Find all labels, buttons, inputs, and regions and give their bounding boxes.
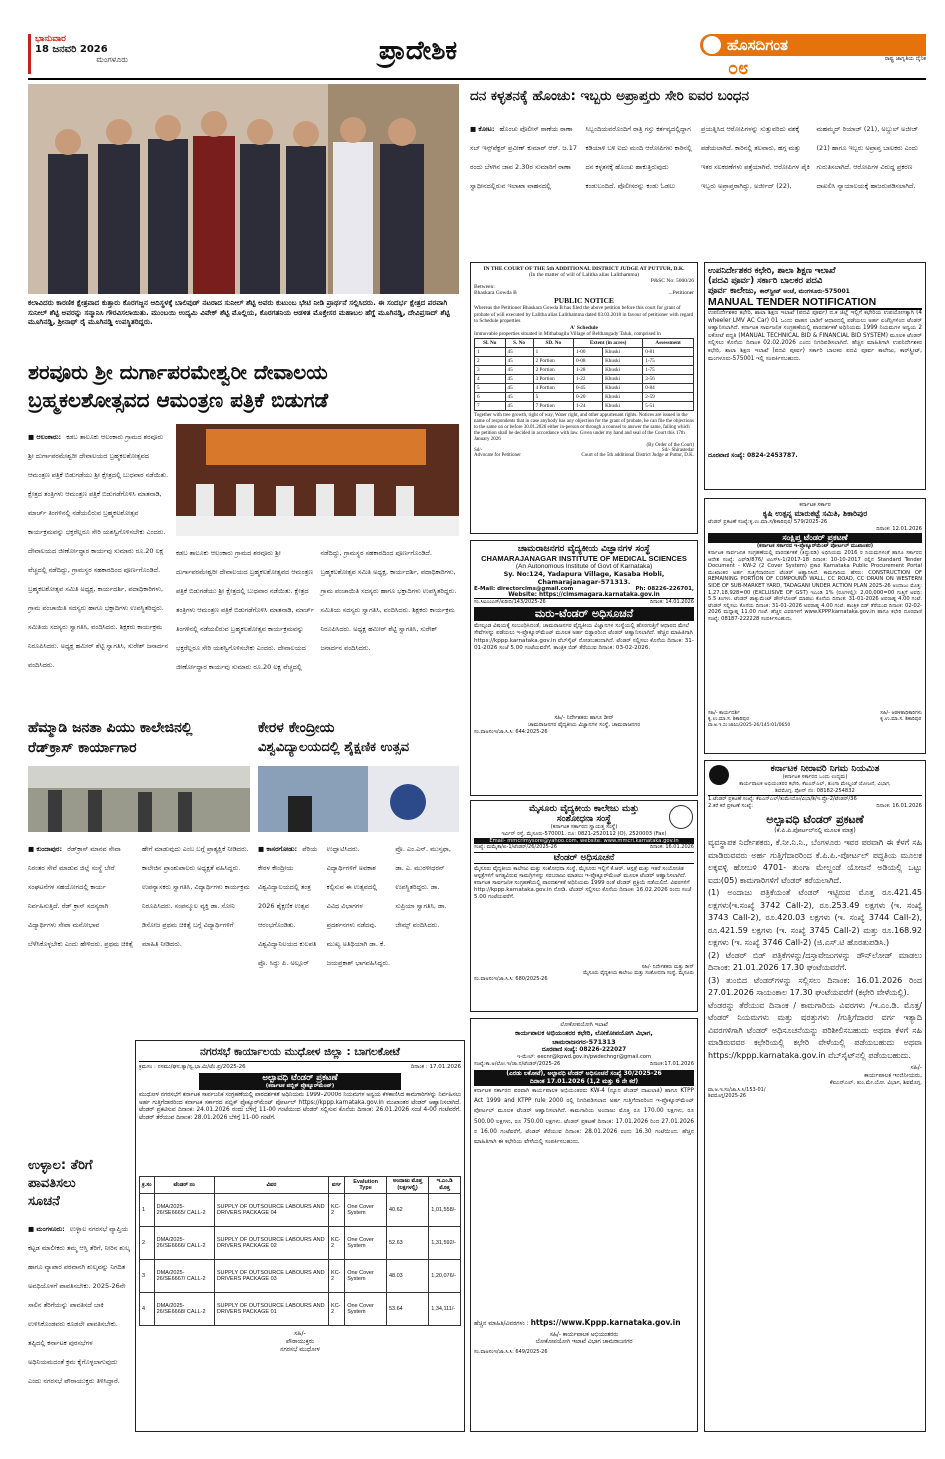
page-number: ೦೮: [728, 58, 749, 79]
cims-body: ಮೇಲ್ಕಂಡ ವಿಷಯಕ್ಕೆ ಸಂಬಂಧಿಸಿದಂತೆ, ಚಾಮರಾಜನಗರ ವೈದ್ಯಕೀಯ ವಿಜ್ಞಾನಗಳ ಸಂಸ್ಥೆಯಲ್ಲಿ ಹೊರಗುತ್ತಿಗೆ ಆಧಾರದ ಮೇಲೆ ಸೇವೆಗಳನ್ನು ಪಡೆಯಲು ಇ-ಪ್ರೊಕ್ಯೂರ್‌ಮೆಂಟ್ ಮೂಲಕ ಅರ್ಹ ಬಿಡ್ದಾರರಿಂದ ಟೆಂಡರ್ ಆಹ್ವಾನಿಸಲಾಗಿದೆ. ಹೆಚ್ಚಿನ ಮಾಹಿತಿಗಾಗಿ https://kppp.karnataka.gov.in ವೆಬ್‌ಸೈಟ್ ನೋಡಬಹುದಾಗಿದೆ. ಟೆಂಡರ್ ಸಲ್ಲಿಸಲು ಕೊನೆಯ ದಿನಾಂಕ: 31-01-2026 ಸಂಜೆ 5.00 ಗಂಟೆಯವರೆಗೆ. ತಾಂತ್ರಿಕ ಬಿಡ್ ತೆರೆಯುವ ದಿನಾಂಕ: 03-02-2026.: [474, 623, 694, 651]
mudhol-table-cell: 1,34,111/-: [429, 1293, 461, 1326]
apmc-sign-right2: ಕೃ.ಉ.ಮಾ.ಸ. ಶಿಕಾರಿಪುರ: [880, 716, 922, 722]
knnl-ref2: ವಾ.ಅ.ಇ.ಸಂ/ಜಾ.ಸಿ.ಸಿ/153-01/: [708, 1087, 766, 1093]
court-table-row: [475, 347, 694, 356]
court-matter: (In the matter of will of Lalitha alias Lalithamma): [529, 272, 639, 278]
college-phone: ದೂರವಾಣಿ ಸಂಖ್ಯೆ: 0824-2453787.: [708, 452, 798, 459]
story5-body-wrap: [28, 1216, 130, 1436]
story4-body: ಪೆರಿಯ ಕೇರಳ ಕೇಂದ್ರೀಯ ವಿಶ್ವವಿದ್ಯಾಲಯದಲ್ಲಿ ತಂತ್ರ 2026 ಶೈಕ್ಷಣಿಕ ಉತ್ಸವ ಆರಂಭಗೊಂಡಿತು. ವಿಶ್ವವಿದ್ಯಾನಿಲಯದ ಕುಲಪತಿ ಪ್ರೊ. ಸಿದ್ದು ಪಿ. ಅಲ್ಗೂರ್ ಉದ್ಘಾಟಿಸಿದರು. ವಿದ್ಯಾರ್ಥಿಗಳಿಗೆ ಅವಕಾಶ ಕಲ್ಪಿಸುವ ಈ ಉತ್ಸವದಲ್ಲಿ ವಿವಿಧ ವಿಭಾಗಗಳ ಪ್ರದರ್ಶನಗಳು ನಡೆದವು. ಮುಖ್ಯ ಅತಿಥಿಯಾಗಿ ಡಾ. ಕೆ. ಜಯಪ್ರಕಾಶ್ ಭಾಗವಹಿಸಿದ್ದರು. ಪ್ರೊ. ಎಂ.ಎನ್. ಮುಸ್ತಫಾ, ಡಾ. ಎ. ಮುರಳೀಧರನ್ ಉಪಸ್ಥಿತರಿದ್ದರು. ಡಾ. ಸುಪ್ರಿಯಾ ಸ್ವಾಗತಿಸಿ, ಡಾ. ಜೇಮ್ಸ್ ವಂದಿಸಿದರು.: [258, 845, 451, 967]
mudhol-notice: [135, 1040, 465, 1432]
knnl-ref: 1.ಟೆಂಡರ್ ಪ್ರಕಟಣೆ ಸಂಖ್ಯೆ: ಕೆಐಎನ್‌ಎಲ್/ತುಮೇಯೋ/ವಿಭಾ/ಶಿ/ಇ.ಪ್ರೊ-2/ಟೆಂಡರ್/36: [708, 796, 857, 802]
knnl-sign1: ಸಹಿ/-: [910, 1064, 922, 1071]
court-order: (By Order of the Court): [646, 442, 694, 448]
mudhol-table-cell: 3: [140, 1260, 155, 1293]
court-table-cell: 5-51: [643, 401, 694, 410]
story4-body-wrap: [258, 836, 459, 1032]
court-table-cell: 2 Portion: [533, 356, 573, 365]
court-table-cell: 45: [505, 374, 533, 383]
mudhol-table-cell: DMA/2025-26/SE6666/ CALL-2: [154, 1227, 214, 1260]
mmc-ref2: ಸಂ.ವಾಅಸಂಇ/ಜಾ.ಸಿ.ಸಿ: 680/2025-26: [474, 976, 548, 982]
mudhol-table-cell: DMA/2025-26/SE6667/ CALL-2: [154, 1260, 214, 1293]
kpwd-band2: ದಿನಾಂಕ 17.01.2026 (1,2 ಮತ್ತು 6 ನೇ ಕರೆ): [474, 1078, 694, 1086]
mudhol-table-cell: One Cover System: [345, 1194, 387, 1227]
court-table-cell: 1-75: [643, 356, 694, 365]
story1-dateline: ■ ಕೋಟ:: [470, 125, 495, 133]
brand-badge: [700, 34, 926, 56]
mudhol-table-row: [140, 1194, 461, 1227]
apmc-gov: ಕರ್ನಾಟಕ ಸರ್ಕಾರ: [799, 502, 831, 508]
mudhol-table-cell: SUPPLY OF OUTSOURCE LABOURS AND DRIVERS PACKAGE 02: [214, 1227, 328, 1260]
court-table-row: [475, 392, 694, 401]
mudhol-band: ಅಲ್ಪಾವಧಿ ಟೆಂಡರ್ ಪ್ರಕಟಣೆ: [199, 1073, 401, 1083]
knnl-notice: [704, 760, 926, 1432]
mudhol-table-cell: 1,20,076/-: [429, 1260, 461, 1293]
story4-dateline: ■ ಕಾಸರಗೋಡು:: [258, 845, 298, 853]
knnl-ref3: ಶಿವಮೊಗ್ಗ/2025-26: [708, 1093, 747, 1099]
court-table-cell: 1-00: [573, 347, 602, 356]
court-table-cell: 1-24: [573, 401, 602, 410]
apmc-sign-left1: ಸಹಿ/- ಕಾರ್ಯದರ್ಶಿ: [708, 710, 740, 716]
court-schedule-sub: Immovable properties situated in Mithabagilu Village of Belthangady Taluk, comprised in: [474, 330, 661, 337]
apmc-sign-right1: ಸಹಿ/- ಆಡಳಿತಾಧಿಕಾರಿಗಳು: [880, 710, 922, 716]
court-footer: Together with tree growth, right of way, Water right, and other appurtenant rights. Notices are issued in the name of respondents that in case anybody has any objection for the grant of probate, he can file the objections to the same on or before 30.01.2026 either in-person or through a counsel to answer the same, failing which the petition shall be decided in accordance with law. Given under my hand and seal of the Court this 17th January 2026: [474, 412, 694, 442]
photo-university-fest: [258, 766, 459, 832]
mudhol-sign1: ಸಹಿ/-: [294, 1330, 306, 1337]
masthead: [28, 34, 926, 79]
city-label: ಮಂಗಳೂರು: [96, 55, 128, 64]
knnl-sign2: ಕಾರ್ಯಪಾಲಕ ಇಂಜಿನೀಯರು,: [864, 1072, 922, 1079]
court-table-cell: 2: [475, 356, 506, 365]
photo-temple-event: [176, 424, 459, 536]
court-table-cell: Khuski: [603, 365, 643, 374]
kpwd-notice: [470, 1018, 698, 1432]
court-table-cell: 3: [475, 365, 506, 374]
mcol-3: ವಿವರ: [214, 1177, 328, 1194]
court-table-cell: 2 Portion: [533, 365, 573, 374]
knnl-body5: ಟೆಂಡರನ್ನು ತೆರೆಯುವ ದಿನಾಂಕ / ಕಾಮಗಾರಿಯ ವಿವರಗಳು /ಇ.ಎಂ.ಡಿ. ಮೊತ್ತ/ ಟೆಂಡರ್ ನಿಯಮಗಳು ಮತ್ತು ಷರತ್ತುಗಳು /ಗುತ್ತಿಗೆದಾರರ ವರ್ಗ ಇತ್ಯಾದಿ ವಿವರಗಳಿಗಾಗಿ ಟೆಂಡರ್ ಅಧಿಸೂಚನೆಯನ್ನು ಪರಿಶೀಲಿಸಬಹುದು ಅಥವಾ ಕೆಳಗೆ ಸಹಿ ಮಾಡಿರುವವರ ಕಛೇರಿಯಲ್ಲಿ ಕಛೇರಿ ವೇಳೆಯಲ್ಲಿ ಪಡೆಯಬಹುದು ಅಥವಾ https://kppp.karnataka.gov.in ವೆಬ್‌ಸೈಟ್‌ನಲ್ಲಿ ಪಡೆಯಬಹುದು.: [708, 1000, 922, 1060]
mcol-2: ಟೆಂಡರ್ ನಂ: [154, 1177, 214, 1194]
story4-title-2: ವಿಶ್ವವಿದ್ಯಾಲಯದಲ್ಲಿ ಶೈಕ್ಷಣಿಕ ಉತ್ಸವ: [258, 740, 410, 755]
mcol-6: ಅಂದಾಜು ಮೊತ್ತ (ಲಕ್ಷಗಳಲ್ಲಿ): [386, 1177, 428, 1194]
mudhol-table-cell: One Cover System: [345, 1293, 387, 1326]
photo-celebrity-visit: [28, 84, 459, 294]
story5-title-1: ಉಳ್ಳಾಲ: ತೆರಿಗೆ: [28, 1158, 93, 1173]
header-rule: [28, 78, 926, 80]
story2-title-1: ಶರವೂರು ಶ್ರೀ ದುರ್ಗಾಪರಮೇಶ್ವರೀ ದೇವಾಲಯ: [28, 360, 328, 384]
mmc-date: ದಿನಾಂಕ: 16.01.2026: [649, 844, 694, 850]
knnl-ref-b: 2.ಕರೆ ಕರೆ ಪ್ರಕಟಣೆ ಸಂಖ್ಯೆ:: [708, 803, 754, 809]
cims-sign1: ಸಹಿ/- ನಿರ್ದೇಶಕರು ಹಾಗೂ ಡೀನ್: [554, 715, 614, 721]
college-title-3: ಪೂರ್ವ ಕಾಲೇಜು,: [708, 286, 757, 296]
court-table-cell: 2-59: [643, 392, 694, 401]
apmc-title: ಕೃಷಿ ಉತ್ಪನ್ನ ಮಾರುಕಟ್ಟೆ ಸಮಿತಿ, ಶಿಕಾರಿಪುರ: [762, 509, 868, 518]
kpwd-title2: ಚಾಮರಾಜನಗರ-571313: [552, 1038, 616, 1046]
court-table-cell: 7: [475, 401, 506, 410]
brand-tagline: ರಾಷ್ಟ್ರ ಜಾಗೃತಿಯ ದೈನಿಕ: [884, 56, 926, 62]
mudhol-sign2: ಪೌರಾಯುಕ್ತರು: [286, 1338, 314, 1345]
story2-title-2: ಬ್ರಹ್ಮಕಲಶೋತ್ಸವದ ಆಮಂತ್ರಣ ಪತ್ರಿಕೆ ಬಿಡುಗಡೆ: [28, 388, 329, 412]
mudhol-ref: ಕ್ರಮಸಂ : ನಸಮು/ಘನ.ತ್ಯಾ/ಸ್ವ.ಭಾ.ಮಿ/ಟೆಂ.ಪ್ರ/2025-26: [139, 1064, 246, 1070]
court-sd-right2: Court of the 5th additional District Judge at Puttur, D.K.: [581, 452, 694, 458]
story1-title: ದನ ಕಳ್ಳತನಕ್ಕೆ ಹೊಂಚು: ಇಬ್ಬರು ಅಪ್ರಾಪ್ತರು ಸೇರಿ ಐವರ ಬಂಧನ: [470, 88, 749, 104]
court-case-no: P&SC No: 5000/26: [650, 278, 694, 284]
court-schedule-table: [474, 338, 694, 411]
knnl-ref-c: ದಿನಾಂಕ: 16.01.2026: [876, 803, 922, 809]
apmc-sign-left2: ಕೃ.ಉ.ಮಾ.ಸ. ಶಿಕಾರಿಪುರ: [708, 716, 750, 722]
court-table-cell: 4: [475, 374, 506, 383]
mmc-email: Email- mmcrimysore@yahoo.com, website: www.mmcri.karnataka.gov.in: [474, 838, 694, 844]
kpwd-email: ಇ-ಮೇಲ್: eecnr@kpwd.gov.in/pwdechngr@gmail.com: [516, 1054, 652, 1060]
cims-title-kn: ಚಾಮರಾಜನಗರ ವೈದ್ಯಕೀಯ ವಿಜ್ಞಾನಗಳ ಸಂಸ್ಥೆ: [517, 544, 651, 554]
court-table-cell: 0-45: [573, 383, 602, 392]
mmc-ref: ಸಂಖ್ಯೆ: ಮಮೈಕಾ/ಖ-1/ಟೆಂಡರ್/26/2025-26: [474, 844, 557, 850]
cims-email: E-Mail: directorcims@gmail.com: [474, 586, 574, 592]
mudhol-table-cell: DMA/2025-26/SE6665/ CALL-2: [154, 1194, 214, 1227]
mudhol-table-cell: SUPPLY OF OUTSOURCE LABOURS AND DRIVERS PACKAGE 01: [214, 1293, 328, 1326]
court-table-cell: 7 Portion: [533, 401, 573, 410]
mudhol-table-row: [140, 1293, 461, 1326]
story1-body-wrap: [470, 116, 926, 254]
court-table-cell: Khuski: [603, 383, 643, 392]
kpwd-body: ಕರ್ನಾಟಕ ಸರ್ಕಾರದ ಪರವಾಗಿ ಕಾರ್ಯಪಾಲಕ ಅಭಿಯಂತರರು KW-4 (ನ್ಯೂನ ಟೆಂಡರ್ ದಾಖಲಾತಿ) ಹಾಗೂ KTPP Act 1999 and KTPP rule 2000 ರಲ್ಲಿ ನಿಗದಿಪಡಿಸಲಾದ ಅರ್ಹ ಗುತ್ತಿಗೆದಾರರಿಂದ ಇ-ಪ್ರೊಕ್ಯೂರ್‌ಮೆಂಟ್ ಪೋರ್ಟಲ್ ಮೂಲಕ ಟೆಂಡರ್ ಆಹ್ವಾನಿಸಲಾಗಿದೆ. ಕಾಮಗಾರಿಯ ಅಂದಾಜು ಮೊತ್ತ ರೂ 170.00 ಲಕ್ಷಗಳು, ರೂ 500.00 ಲಕ್ಷಗಳು, ರೂ 750.00 ಲಕ್ಷಗಳು. ಟೆಂಡರ್ ಪ್ರಕಟಣೆ ದಿನಾಂಕ: 17.01.2026 ರಿಂದ 27.01.2026 ರ 16.00 ಗಂಟೆವರೆಗೆ, ಟೆಂಡರ್ ತೆರೆಯುವ ದಿನಾಂಕ: 28.01.2026 ರಂದು 16.30 ಗಂಟೆಯಿಂದ. ಹೆಚ್ಚಿನ ಮಾಹಿತಿಗಾಗಿ ಈ ಕಛೇರಿಯ ವೇಳೆಯಲ್ಲಿ ಸಂಪರ್ಕಿಸಬಹುದು.: [474, 1088, 694, 1146]
court-table-cell: Khuski: [603, 356, 643, 365]
lotus-icon: [703, 36, 721, 54]
cims-phone: Ph: 08226-226701,: [635, 586, 694, 592]
story3-body-wrap: [28, 836, 250, 1032]
knnl-sign3: ಕೆಐಎನ್‌ಎಲ್, ತುಂ.ಮೇ.ಯೋ. ವಿಭಾಗ, ಶಿವಮೊಗ್ಗ.: [829, 1080, 922, 1086]
col-sl: Sl. No: [475, 338, 506, 347]
mudhol-table-cell: DMA/2025-26/SE6668/ CALL-2: [154, 1293, 214, 1326]
court-table-cell: 1-75: [643, 365, 694, 374]
story3-dateline: ■ ಕುಂದಾಪುರ:: [28, 845, 63, 853]
apmc-notice: [704, 498, 926, 754]
mudhol-sign3: ನಗರಸಭೆ ಮುಧೋಳ: [280, 1346, 320, 1353]
court-between: Between:: [474, 284, 495, 290]
mudhol-table-cell: 52.63: [386, 1227, 428, 1260]
kpwd-ref-row: [474, 1061, 694, 1068]
mudhol-table-header: [140, 1177, 461, 1194]
knnl-band: ಅಲ್ಪಾವಧಿ ಟೆಂಡರ್ ಪ್ರಕಟಣೆ: [766, 813, 864, 826]
knnl-band-sub: (ಕೆ.ಪಿ.ಪಿ.ಪೋರ್ಟಲ್‌ನಲ್ಲಿ ಮೂಲಕ ಮಾತ್ರ): [774, 827, 856, 834]
mmc-logo-icon: [669, 805, 693, 829]
court-notice-title: PUBLIC NOTICE: [554, 296, 614, 305]
mudhol-table-cell: One Cover System: [345, 1227, 387, 1260]
court-table-cell: 3-56: [643, 374, 694, 383]
story2-body-cont: ಕಡಬ ತಾಲೂಕು ಆಲಂಕಾರು ಗ್ರಾಮದ ಶರವೂರು ಶ್ರೀ ದುರ್ಗಾಪರಮೇಶ್ವರೀ ದೇವಾಲಯದ ಬ್ರಹ್ಮಕಲಶೋತ್ಸವದ ಆಮಂತ್ರಣ ಪತ್ರಿಕೆ ಬಿಡುಗಡೆಯು ಶ್ರೀ ಕ್ಷೇತ್ರದಲ್ಲಿ ಬುಧವಾರ ನಡೆಯಿತು. ಕ್ಷೇತ್ರದ ತಂತ್ರಿಗಳು ಆಮಂತ್ರಣ ಪತ್ರಿಕೆ ಬಿಡುಗಡೆಗೊಳಿಸಿ ಮಾತನಾಡಿ, ಮಾರ್ಚ್ ತಿಂಗಳಿನಲ್ಲಿ ನಡೆಯಲಿರುವ ಬ್ರಹ್ಮಕಲಶೋತ್ಸವ ಕಾರ್ಯಕ್ರಮವನ್ನು ಭಕ್ತರೆಲ್ಲರೂ ಸೇರಿ ಯಶಸ್ವಿಗೊಳಿಸಬೇಕು ಎಂದರು. ದೇವಾಲಯದ ಜೀರ್ಣೋದ್ಧಾರ ಕಾರ್ಯವು ಸುಮಾರು ರೂ.20 ಲಕ್ಷ ವೆಚ್ಚದಲ್ಲಿ ನಡೆದಿದ್ದು, ಗ್ರಾಮಸ್ಥರ ಸಹಕಾರದಿಂದ ಪೂರ್ಣಗೊಂಡಿದೆ. ಬ್ರಹ್ಮಕಲಶೋತ್ಸವ ಸಮಿತಿ ಅಧ್ಯಕ್ಷ, ಕಾರ್ಯದರ್ಶಿ, ಪದಾಧಿಕಾರಿಗಳು, ಗ್ರಾಮ ಪಂಚಾಯಿತಿ ಸದಸ್ಯರು ಹಾಗೂ ಭಕ್ತಾದಿಗಳು ಉಪಸ್ಥಿತರಿದ್ದರು. ಸಮಿತಿಯ ಸದಸ್ಯರು ಸ್ವಾಗತಿಸಿ, ವಂದಿಸಿದರು. ಶಿಕ್ಷಕರು ಕಾರ್ಯಕ್ರಮ ನಿರೂಪಿಸಿದರು. ಅಧ್ಯಕ್ಷ ಹಮೀರ್ ಶೆಟ್ಟಿ ಸ್ವಾಗತಿಸಿ, ಸುರೇಶ್ ಜನಾರ್ದನ ವಂದಿಸಿದರು.: [176, 549, 457, 671]
court-table-header: [475, 338, 694, 347]
story3-title-1: ಹೆಮ್ಮಾಡಿ ಜನತಾ ಪಿಯು ಕಾಲೇಜಿನಲ್ಲಿ: [28, 720, 193, 736]
mudhol-body: ಮುಧೋಳ ನಗರಸಭೆಗೆ ಕರ್ನಾಟಕ ಸಾರ್ವಜನಿಕ ಸಂಗ್ರಹಣೆಯಲ್ಲಿ ಪಾರದರ್ಶಕತೆ ಅಧಿನಿಯಮ 1999–2000ರ ನಿಯಮಗಳ ಅನ್ವಯ ಕೆಳಕಾಣಿಸಿದ ಕಾಮಗಾರಿಗಳನ್ನು ನಿರ್ವಹಿಸಲು ಅರ್ಹ ಗುತ್ತಿಗೆದಾರರಿಂದ ಕರ್ನಾಟಕ ಸರ್ಕಾರದ ಪಬ್ಲಿಕ್ ಪ್ರೊಕ್ಯೂರ್‌ಮೆಂಟ್ ಪೋರ್ಟಲ್ https://kppp.karnataka.gov.in ಮುಖಾಂತರ ಟೆಂಡರ್ ಆಹ್ವಾನಿಸಲಾಗಿದೆ. ಟೆಂಡರ್ ಪ್ರಕಟಿಸುವ ದಿನಾಂಕ: 24.01.2026 ರಂದು ಬೆಳಿಗ್ಗೆ 11-00 ಗಂಟೆಯಿಂದ ಟೆಂಡರ್ ಸಲ್ಲಿಸುವ ಕೊನೆಯ ದಿನಾಂಕ: 26.01.2026 ಸಂಜೆ 4-00 ಗಂಟೆವರೆಗೆ. ಟೆಂಡರ್ ತೆರೆಯುವ ದಿನಾಂಕ: 28.01.2026 ಬೆಳಿಗ್ಗೆ 11-00 ಗಂಟೆಗೆ.: [139, 1092, 461, 1121]
kpwd-ref: ಸಂಖ್ಯೆ:ಕಾ.ಅ/ಲೋ.ಇ/ಚಾ.ನ/ಟೆಂಡರ್/2025-26: [474, 1061, 561, 1067]
kpwd-phone: ದೂರವಾಣಿ ಸಂಖ್ಯೆ: 08226-222027: [541, 1047, 627, 1053]
mcol-4: ವರ್ಗ: [329, 1177, 345, 1194]
cims-title-en: CHAMARAJANAGAR INSTITUTE OF MEDICAL SCIENCES: [481, 554, 687, 563]
court-table-cell: 5: [533, 392, 573, 401]
mudhol-table-cell: 53.64: [386, 1293, 428, 1326]
court-sd-right: Sd/- Shirastedar: [661, 447, 694, 453]
court-table-cell: 45: [505, 392, 533, 401]
court-table-row: [475, 365, 694, 374]
kpwd-web-link[interactable]: https://www.Kppp.karnataka.gov.in: [530, 1318, 681, 1327]
mudhol-table-cell: 4: [140, 1293, 155, 1326]
college-title-1: ಉಪನಿರ್ದೇಶಕರ ಕಛೇರಿ, ಶಾಲಾ ಶಿಕ್ಷಣ ಇಲಾಖೆ: [708, 266, 836, 276]
mmc-title-1: ಮೈಸೂರು ವೈದ್ಯಕೀಯ ಕಾಲೇಜು ಮತ್ತು: [529, 804, 639, 814]
knnl-body2: (1) ಅಂದಾಜು ಪತ್ರಿಕೆಯಂತೆ ಟೆಂಡರ್ ಇಟ್ಟಿರುವ ಮೊತ್ತ ರೂ.421.45 ಲಕ್ಷಗಳು(ಇ.ಸಂಖ್ಯೆ 3742 Call-2), ರೂ.253.49 ಲಕ್ಷಗಳು (ಇ. ಸಂಖ್ಯೆ 3743 Call-2), ರೂ.420.03 ಲಕ್ಷಗಳು (ಇ. ಸಂಖ್ಯೆ 3744 Call-2), ರೂ.421.59 ಲಕ್ಷಗಳು (ಇ. ಸಂಖ್ಯೆ 3745 Call-2) ಮತ್ತು ರೂ.168.92 ಲಕ್ಷಗಳು (ಇ. ಸಂಖ್ಯೆ 3746 Call-2) (ಜಿ.ಎಸ್.ಟಿ ಹೊರತುಪಡಿಸಿ.): [708, 888, 922, 947]
court-sd-left: Sd/-: [474, 447, 483, 453]
mcol-1: ಕ್ರ.ಸಂ: [140, 1177, 155, 1194]
cims-band: ಮರು-ಟೆಂಡರ್ ಅಧಿಸೂಚನೆ: [474, 607, 694, 621]
court-table-cell: 6: [475, 392, 506, 401]
college-notice-title: MANUAL TENDER NOTIFICATION: [708, 296, 922, 310]
group-photo-figures: [28, 84, 459, 294]
court-table-cell: Khuski: [603, 347, 643, 356]
mudhol-table-cell: 1,01,558/-: [429, 1194, 461, 1227]
court-table-row: [475, 383, 694, 392]
story1-body: ಹೊಂಚು ಪೊಲೀಸ್ ಠಾಣೆಯ ಠಾಣಾ ಸಬ್ ಇನ್ಸ್‌ಪೆಕ್ಟರ್ ಪ್ರವೀಣ್ ಕುಮಾರ್ ಆರ್. ಜ.17 ರಂದು ಬೆಳಗಿನ ಜಾವ 2.30ರ ಸುಮಾರಿಗೆ ಠಾಣಾ ಸ್ವಾಧೀನದಲ್ಲಿರುವ ಇಲಾಖಾ ವಾಹನದಲ್ಲಿ ಸಿಬ್ಬಂದಿಯವರೊಂದಿಗೆ ರಾತ್ರಿ ಗಸ್ತು ಕರ್ತವ್ಯದಲ್ಲಿದ್ದಾಗ ಕಡಿಯಾಳಿ ಬಳಿ ಐದು ಮಂದಿ ಆರೋಪಿಗಳು ಕಾರಿನಲ್ಲಿ ದನ ಕಳ್ಳತನಕ್ಕೆ ಹೊಂಚು ಹಾಕುತ್ತಿರುವುದು ಕಂಡುಬಂದಿದೆ. ಪೊಲೀಸರನ್ನು ಕಂಡು ಓಡಲು ಪ್ರಯತ್ನಿಸಿದ ಆರೋಪಿಗಳನ್ನು ಸುತ್ತುವರಿದು ವಶಕ್ಕೆ ಪಡೆಯಲಾಗಿದೆ. ಕಾರಿನಲ್ಲಿ ತಲವಾರು, ಹಗ್ಗ ಮತ್ತು ಇತರ ಸಲಕರಣೆಗಳು ಪತ್ತೆಯಾಗಿವೆ. ಆರೋಪಿಗಳ ಪೈಕಿ ಇಬ್ಬರು ಅಪ್ರಾಪ್ತರಾಗಿದ್ದು, ಅರ್ಜೀದ್ (22), ಮಹಮ್ಮದ್ ರಿಯಾಜ್ (21), ಅಬ್ದುಲ್ ಅಜೀಜ್ (21) ಹಾಗೂ ಇಬ್ಬರು ಅಪ್ರಾಪ್ತ ಬಾಲಕರು ಎಂದು ಗುರುತಿಸಲಾಗಿದೆ. ಆರೋಪಿಗಳ ವಿರುದ್ಧ ಪ್ರಕರಣ ದಾಖಲಿಸಿ ನ್ಯಾಯಾಲಯಕ್ಕೆ ಹಾಜರುಪಡಿಸಲಾಗಿದೆ.: [470, 125, 919, 190]
mudhol-table-cell: 40.62: [386, 1194, 428, 1227]
mcol-7: ಇ.ಎಂ.ಡಿ ಮೊತ್ತ: [429, 1177, 461, 1194]
mmc-band: ಟೆಂಡರ್ ಅಧಿಸೂಚನೆ: [474, 852, 694, 864]
date-block: [28, 34, 128, 74]
kpwd-sign2: ಲೋಕೋಪಯೋಗಿ ಇಲಾಖೆ ವಿಭಾಗ ಚಾಮರಾಜನಗರ: [535, 1339, 633, 1345]
cims-ref-row: [474, 599, 694, 605]
story3-body: ರೆಡ್‌ಕ್ರಾಸ್ ಮಾನವ ಸೇವಾ ನಿರಂತರ ಸೇವೆ ಮಾಡುವ ಜಿಲ್ಲೆ ಸಂಸ್ಥೆ ಬೇರೆ ಸಂಘಟನೆಗಳ ಸಹಯೋಗದಲ್ಲಿ ಕಾರ್ಯ ನಿರ್ವಹಿಸುತ್ತಿದೆ. ರೆಡ್ ಕ್ರಾಸ್ ಸದಸ್ಯರಾಗಿ ವಿದ್ಯಾರ್ಥಿಗಳು ಸೇವಾ ಮನೋಭಾವ ಬೆಳೆಸಿಕೊಳ್ಳಬೇಕು ಎಂದು ಹೇಳಿದರು. ಪ್ರಥಮ ಚಿಕಿತ್ಸೆ ಹೇಗೆ ಮಾಡುವುದು ಎಂಬ ಬಗ್ಗೆ ಪ್ರಾತ್ಯಕ್ಷಿಕೆ ನೀಡಿದರು. ಕಾಲೇಜಿನ ಪ್ರಾಂಶುಪಾಲರು ಅಧ್ಯಕ್ಷತೆ ವಹಿಸಿದ್ದರು. ಉಪನ್ಯಾಸಕರು ಸ್ವಾಗತಿಸಿ, ವಿದ್ಯಾರ್ಥಿಗಳು ಕಾರ್ಯಕ್ರಮ ನಿರೂಪಿಸಿದರು. ಸಂಪನ್ಮೂಲ ವ್ಯಕ್ತಿ ಡಾ. ಸೋನಿ ಡಿಸೋಜ ಪ್ರಥಮ ಚಿಕಿತ್ಸೆ ಬಗ್ಗೆ ವಿದ್ಯಾರ್ಥಿಗಳಿಗೆ ಮಾಹಿತಿ ನೀಡಿದರು.: [28, 845, 250, 948]
classroom-photo: [28, 766, 250, 832]
podium-photo: [258, 766, 459, 832]
story5-title-2: ಪಾವತಿಸಲು: [28, 1176, 76, 1191]
mudhol-ref-row: [139, 1064, 461, 1071]
apmc-body: ಕರ್ನಾಟಕ ಸಾರ್ವಜನಿಕ ಸಂಗ್ರಹಣೆಯಲ್ಲಿ ಪಾರದರ್ಶಕತೆ (ತಿದ್ದುಪಡಿ) ಅಧಿನಿಯಮ 2016 ರ ನಿಯಮಗಳಂತೆ ಹಾಗೂ ಸರ್ಕಾರದ ಆದೇಶ ಸಂಖ್ಯೆ: ಎಫ್‌ಡಿ/876/ ಟಿಎಸ್‌ಸಿ-1/2017-18 ದಿನಾಂಕ: 10-10-2017 ರಲ್ಲಿನ Standard Tender Document - KW-2 (2 Cover System) ಪ್ರಕಾರ Karnataka Public Procurement Portal ಮುಖಾಂತರ ಅರ್ಹ ಗುತ್ತಿಗೆದಾರರಿಂದ ಟೆಂಡರ್ ಆಹ್ವಾನಿಸಿದೆ. ಕಾಮಗಾರಿಯ ಹೆಸರು: CONSTRUCTION OF REMAINING PORTION OF COMPOUND WALL, CC ROAD, CC DRAIN ON WESTERN SIDE OF SUB-MARKET YARD, TADAGANI UNDER ACTION PLAN 2025-26 ಅಂದಾಜು ಮೊತ್ತ: 1,27,18,928=00 (EXCLUSIVE OF GST) ಇಎಂಡಿ 1% (ರೂಗಳಲ್ಲಿ): 2,00,000=00 ಗುತ್ತಿಗೆ ಅವಧಿ: 5.5 ತಿಂಗಳು. ಟೆಂಡರ್ ಡಾಕ್ಯುಮೆಂಟ್ ಡೌನ್‌ಲೋಡ್ ಮಾಡಲು ಕೊನೆಯ ದಿನಾಂಕ: 31-01-2026 ಅಪರಾಹ್ನ 4.00 ಗಂಟೆ. ಟೆಂಡರ್ ಸಲ್ಲಿಸಲು ಕೊನೆಯ ದಿನಾಂಕ: 31-01-2026 ಅಪರಾಹ್ನ 4.00 ಗಂಟೆ. ತಾಂತ್ರಿಕ ಬಿಡ್ ತೆರೆಯುವ ದಿನಾಂಕ: 02-02-2026 ಮಧ್ಯಾಹ್ನ 11.00 ಗಂಟೆ. ಹೆಚ್ಚಿನ ವಿವರಗಳಿಗೆ www.KPPP.karnataka.gov.in ಹಾಗೂ ಕಛೇರಿ ದೂರವಾಣಿ ಸಂಖ್ಯೆ: 08187-222228 ಸಂಪರ್ಕಿಸಬಹುದು.: [708, 550, 922, 622]
story5-body: ಉಳ್ಳಾಲ ನಗರಸಭೆ ವ್ಯಾಪ್ತಿಯ ಕಟ್ಟಡ ಮಾಲೀಕರು ತಮ್ಮ ಆಸ್ತಿ ತೆರಿಗೆ, ನೀರಿನ ಶುಲ್ಕ ಹಾಗೂ ವ್ಯಾಪಾರ ಪರವಾನಗಿ ಶುಲ್ಕವನ್ನು ನಿಗದಿತ ಅವಧಿಯೊಳಗೆ ಪಾವತಿಸಬೇಕು. 2025-26ನೇ ಸಾಲಿನ ತೆರಿಗೆಯನ್ನು ಪಾವತಿಸದೆ ಬಾಕಿ ಉಳಿಸಿಕೊಂಡವರು ಕೂಡಲೇ ಪಾವತಿಸಬೇಕು. ತಪ್ಪಿದಲ್ಲಿ ಕರ್ನಾಟಕ ಪುರಸಭೆಗಳ ಅಧಿನಿಯಮದಂತೆ ಕ್ರಮ ಕೈಗೊಳ್ಳಲಾಗುವುದು ಎಂದು ನಗರಸಭೆ ಪೌರಾಯುಕ್ತರು ತಿಳಿಸಿದ್ದಾರೆ.: [28, 1225, 130, 1385]
mudhol-table-cell: KC-2: [329, 1227, 345, 1260]
court-advocate: Advocate for Petitioner: [474, 452, 521, 458]
apmc-signs: [708, 710, 922, 722]
story5-dateline: ■ ಮಂಗಳೂರು:: [28, 1225, 65, 1233]
cims-web: Website: https://cimsmagara.karnataka.gov.in: [474, 592, 694, 599]
apmc-date: ದಿನಾಂಕ: 12.01.2026: [876, 526, 922, 532]
story2-col2: [176, 540, 459, 714]
mmc-sub: (ಕರ್ನಾಟಕ ಸರ್ಕಾರದ ಸ್ವಾಯತ್ತ ಸಂಸ್ಥೆ): [550, 824, 618, 830]
mudhol-table-cell: SUPPLY OF OUTSOURCE LABOURS AND DRIVERS PACKAGE 03: [214, 1260, 328, 1293]
court-table-cell: 45: [505, 356, 533, 365]
col-extent: Extent (in acres): [573, 338, 642, 347]
court-petitioner: Bhaskara Gowda B: [474, 290, 517, 296]
kpwd-ref2: ಸಂ.ವಾಅಸಂಇ/ಜಾ.ಸಿ.ಸಿ: 649/2025-26: [474, 1349, 548, 1355]
cims-ref: ಸಂ.ಸಿಐಎಂಎಸ್/ಖರೀದಿ/143/2025-26: [474, 599, 546, 605]
story2-dateline: ■ ಆಲಂಕಾರು:: [28, 433, 62, 441]
chamarajanagar-notice: [470, 540, 698, 796]
kpwd-band1: (ಎರಡು ಲಕೋಟೆ), ಅಲ್ಪಾವಧಿ ಟೆಂಡರ್ ಅಧಿಸೂಚನೆ ಸಂಖ್ಯೆ 30/2025-26: [474, 1070, 694, 1078]
kpwd-date: ದಿನಾಂಕ:17.01.2026: [649, 1061, 694, 1067]
knnl-ref-row: [708, 803, 922, 810]
col-sno: S. No: [505, 338, 533, 347]
cims-ref2: ಸಂ.ವಾಅಸಂಇ/ಜಾ.ಸಿ.ಸಿ: 644:2025-26: [474, 729, 548, 735]
mudhol-table-cell: 1,31,592/-: [429, 1227, 461, 1260]
court-table-row: [475, 401, 694, 410]
court-table-cell: 0-84: [643, 383, 694, 392]
mudhol-table-cell: 48.03: [386, 1260, 428, 1293]
mmc-ref-row: [474, 844, 694, 850]
story2-col1: [28, 424, 170, 714]
court-body: Whereas the Petitioner Bhaskara Gowda B has filed the above petition before this court for grant of probate of will executed by Lalitha alias Lalithamma dated 03.03.2018 in favour of petitioner with regard to Schedule properties: [474, 305, 694, 324]
mudhol-table-cell: 1: [140, 1194, 155, 1227]
court-name: IN THE COURT OF THE 5th ADDITIONAL DISTRICT JUDGE AT PUTTUR, D.K.: [483, 266, 685, 272]
knnl-title: ಕರ್ನಾಟಕ ನೀರಾವರಿ ನಿಗಮ ನಿಯಮಿತ: [770, 764, 880, 774]
court-table-cell: Khuski: [603, 392, 643, 401]
cims-date: ದಿನಾಂಕ: 14.01.2026: [649, 599, 694, 605]
mmc-body: ಮೈಸೂರು ವೈದ್ಯಕೀಯ ಕಾಲೇಜು ಮತ್ತು ಸಂಶೋಧನಾ ಸಂಸ್ಥೆ, ಮೈಸೂರು ಇಲ್ಲಿಗೆ ಕೆ.ಆರ್. ಆಸ್ಪತ್ರೆ ಮತ್ತು ಇತರೆ ಸಂಯೋಜಿತ ಆಸ್ಪತ್ರೆಗಳಿಗೆ ಅಗತ್ಯವಿರುವ ಸಾಮಗ್ರಿಗಳನ್ನು ಸರಬರಾಜು ಮಾಡಲು ಇ-ಪ್ರೊಕ್ಯೂರ್‌ಮೆಂಟ್ ಮೂಲಕ ಟೆಂಡರ್ ಆಹ್ವಾನಿಸಲಾಗಿದೆ. ಕರ್ನಾಟಕ ಸಾರ್ವಜನಿಕ ಸಂಗ್ರಹಣೆಯಲ್ಲಿ ಪಾರದರ್ಶಕತೆ ಅಧಿನಿಯಮ 1999 ರಂತೆ ಟೆಂಡರ್ ಪ್ರಕ್ರಿಯೆ ನಡೆಯಲಿದೆ. ವಿವರಗಳಿಗೆ http://kppp.karnataka.gov.in ನೋಡಿ. ಟೆಂಡರ್ ಸಲ್ಲಿಸಲು ಕೊನೆಯ ದಿನಾಂಕ: 16.02.2026 ರಂದು ಸಂಜೆ 5.00 ಗಂಟೆಯವರೆಗೆ.: [474, 866, 692, 900]
court-table-cell: 45: [505, 347, 533, 356]
court-table-cell: 45: [505, 365, 533, 374]
mudhol-table-cell: KC-2: [329, 1293, 345, 1326]
court-schedule-title: A' Schedule: [570, 324, 598, 331]
cims-addr1: Sy. No:124, Yadapura Village, Kasaba Hobli,: [503, 570, 665, 578]
apmc-band: ಸಂಕ್ಷಿಪ್ತ ಟೆಂಡರ್ ಪ್ರಕಟಣೆ: [708, 533, 922, 543]
knnl-sub3: ಶಿವಮೊಗ್ಗ. ಫೋನ್ ನಂ: 08182-254832: [708, 788, 922, 796]
mudhol-table-row: [140, 1227, 461, 1260]
court-table-cell: 45: [505, 401, 533, 410]
photo-redcross-workshop: [28, 766, 250, 832]
stage-photo: [176, 424, 459, 536]
story4-title-1: ಕೇರಳ ಕೇಂದ್ರೀಯ: [258, 720, 335, 736]
court-table-row: [475, 356, 694, 365]
kpwd-title1: ಕಾರ್ಯಪಾಲಕ ಅಭಿಯಂತರರ ಕಛೇರಿ, ಲೋಕೋಪಯೋಗಿ ವಿಭಾಗ,: [515, 1029, 653, 1037]
mmc-sign2: ಮೈಸೂರು ವೈದ್ಯಕೀಯ ಕಾಲೇಜು ಮತ್ತು ಸಂಶೋಧನಾ ಸಂಸ್ಥೆ, ಮೈಸೂರು: [583, 970, 694, 976]
knnl-body3: (2) ಟೆಂಡರ್ ಬಿಡ್ ಪತ್ರಿಕೆಗಳನ್ನು/ದಸ್ತಾವೇಜುಗಳನ್ನು ಡೌನ್‌ಲೋಡ್ ಮಾಡಲು ದಿನಾಂಕ: 21.01.2026 17.30 ಘಂಟೆಯವರೆಗೆ.: [708, 950, 922, 972]
court-table-cell: Khuski: [603, 401, 643, 410]
court-notice: [470, 262, 698, 534]
knnl-body1: ವ್ಯವಸ್ಥಾಪಕ ನಿರ್ದೇಶಕರು, ಕೆ.ನೀ.ನಿ.ನಿ., ಬೆಂಗಳೂರು ಇವರ ಪರವಾಗಿ ಈ ಕೆಳಗೆ ಸಹಿ ಮಾಡಿರುವವರು ಅರ್ಹ ಗುತ್ತಿಗೆದಾರರಿಂದ ಕೆ.ಪಿ.ಪಿ.-ಪೋರ್ಟಲ್ ಪದ್ಧತಿಯ ಮೂಲಕ ಲಕ್ಕವಳ್ಳಿ ಹೋಬಳಿ 4701- ತುಂಗಾ ಮೇಲ್ದಂಡೆ ಯೋಜನೆ ಅಡಿಯಲ್ಲಿ ಒಟ್ಟು ಐದು(05) ಕಾಮಗಾರಿಗಳಿಗೆ ಟೆಂಡರ್ ಕರೆಯಲಾಗಿದೆ.: [708, 838, 922, 885]
court-signs: [474, 448, 694, 458]
knnl-sub1: (ಕರ್ನಾಟಕ ಸರ್ಕಾರದ ಒಂದು ಉದ್ಯಮ): [782, 774, 848, 780]
mudhol-table-cell: One Cover System: [345, 1260, 387, 1293]
photo-caption: ಕಲಾವಿದರು ಕಾರಣಿಕ ಕ್ಷೇತ್ರವಾದ ಕುತ್ತಾರು ಕೊರಗಜ್ಜನ ಆದಿಸ್ಥಳಕ್ಕೆ ಬಾಲಿವುಡ್ ನಟರಾದ ಸುನೀಲ್ ಶೆಟ್ಟಿ ಅವರು ಕುಟುಂಬ ಭೇಟಿ ನೀಡಿ ಪ್ರಾರ್ಥನೆ ಸಲ್ಲಿಸಿದರು. ಈ ಸಂದರ್ಭ ಕ್ಷೇತ್ರದ ಪರವಾಗಿ ಸುನೀಲ್ ಶೆಟ್ಟಿ ಅವರನ್ನು ಸನ್ಮಾನಿಸಿ ಗೌರವಿಸಲಾಯಿತು. ಮುಂಬಯಿ ಉದ್ಯಮಿ ವಿವೇಕ್ ಶೆಟ್ಟಿ ಮೊಲ್ಲಿಯ, ಕೊರಗತನಿಯ ಆಡಳಿತ ಮೊಕ್ತೇಸರ ಮಹಾಬಲ ಹೆಗ್ಡೆ ಮೂಗಿನಡ್ಡಿ, ದೇವಿಪ್ರಸಾದ್ ಶೆಟ್ಟಿ ಮೂಗಿನಡ್ಡಿ, ಶ್ರೀನಾಥ್ ರೈ ಮೂಗಿನಡ್ಡಿ ಉಪಸ್ಥಿತರಿದ್ದರು.: [28, 298, 450, 326]
court-table-cell: 0-08: [573, 356, 602, 365]
apmc-ref: ಟೆಂಡರ್ ಪ್ರಕಟಣೆ ಸಂಖ್ಯೆ:ಕೃ.ಉ.ಮಾ.ಸ/ಶಿಕಾರಿಪುರ/ 579/2025-26: [708, 519, 828, 525]
knnl-body4: (3) ತುಂಬಿದ ಟೆಂಡರ್‌ಗಳನ್ನು ಸಲ್ಲಿಸಲು ದಿನಾಂಕ: 16.01.2026 ರಿಂದ 27.01.2026 ಸಾಯಂಕಾಲ 17.30 ಘಂಟೆಯವರೆಗೆ (ಕಛೇರಿ ವೇಳೆಯಲ್ಲಿ).: [708, 975, 922, 997]
kpwd-web-label: ಹೆಚ್ಚಿನ ಮಾಹಿತಿ/ವಿವರಗಳು :: [474, 1320, 529, 1327]
court-table-cell: 3 Portion: [533, 374, 573, 383]
mcol-5: Evalution Type: [345, 1177, 387, 1194]
college-title-2: (ಪದವಿ ಪೂರ್ವ) ಸರ್ಕಾರಿ ಬಾಲಕರ ಪದವಿ: [708, 276, 823, 286]
mudhol-table: [139, 1176, 461, 1326]
mudhol-band-sub: (ಕರ್ನಾಟಕ ಪಬ್ಲಿಕ್ ಪ್ರೊಕ್ಯೂರ್‌ಮೆಂಟ್): [199, 1083, 401, 1090]
court-table-cell: Khuski: [603, 374, 643, 383]
brand-name: ಹೊಸದಿಗಂತ: [727, 36, 788, 54]
apmc-ref2: ವಾ.ಅ.ಇ.ಸಂ:ಜಾಸಿಸಿ/2025-26/145:01/0650: [708, 723, 791, 728]
date-label: 18 ಜನವರಿ 2026: [35, 44, 108, 55]
cims-sub: (An Autonomous Institute of Govt of Karnataka): [515, 563, 653, 570]
kpwd-sign1: ಸಹಿ/- ಕಾರ್ಯಪಾಲಕ ಅಭಿಯಂತರರು: [549, 1332, 619, 1338]
court-table-cell: 0-81: [643, 347, 694, 356]
court-table-cell: 0-20: [573, 392, 602, 401]
knnl-logo-icon: [709, 765, 729, 785]
day-label: ಭಾನುವಾರ: [35, 34, 66, 44]
mmc-sign1: ಸಹಿ/- ನಿರ್ದೇಶಕರು ಮತ್ತು ಡೀನ್: [641, 964, 694, 970]
mudhol-table-cell: KC-2: [329, 1260, 345, 1293]
apmc-band-sub: (ಕರ್ನಾಟಕ ಸರ್ಕಾರದ ಇ-ಪ್ರೊಕ್ಯೂರ್‌ಮೆಂಟ್ ಪೋರ್ಟಲ್ ಮುಖಾಂತರ): [756, 543, 874, 549]
mudhol-table-cell: 2: [140, 1227, 155, 1260]
mudhol-table-cell: KC-2: [329, 1194, 345, 1227]
cims-sign2: ಚಾಮರಾಜನಗರ ವೈದ್ಯಕೀಯ ವಿಜ್ಞಾನಗಳ ಸಂಸ್ಥೆ, ಚಾಮರಾಜನಗರ: [527, 722, 641, 728]
story3-title-2: ರೆಡ್‌ಕ್ರಾಸ್ ಕಾರ್ಯಾಗಾರ: [28, 740, 137, 756]
court-table-cell: 45: [505, 383, 533, 392]
cims-addr2: Chamarajanagar-571313.: [537, 578, 631, 586]
kpwd-web-row: [474, 1318, 694, 1328]
court-petitioner-label: ...Petitioner: [668, 290, 694, 296]
court-table-row: [475, 374, 694, 383]
court-table-cell: 1-22: [573, 374, 602, 383]
court-table-cell: 5: [475, 383, 506, 392]
mudhol-table-row: [140, 1260, 461, 1293]
court-table-cell: 4 Portion: [533, 383, 573, 392]
mmc-title-2: ಸಂಶೋಧನಾ ಸಂಸ್ಥೆ: [556, 814, 612, 824]
mudhol-date: ದಿನಾಂಕ : 17.01.2026: [410, 1064, 461, 1070]
college-addr: ಕಾರ್‌ಸ್ಟ್ರೀಟ್ ಅಂಚೆ, ಮಂಗಳೂರು-575001: [759, 288, 850, 295]
college-tender-notice: [704, 262, 926, 490]
college-title-row: [708, 286, 922, 296]
apmc-ref-row: [708, 519, 922, 526]
kpwd-gov: ಲೋಕೋಪಯೋಗಿ ಇಲಾಖೆ: [560, 1022, 608, 1028]
college-body: ಉಪನಿರ್ದೇಶಕರ ಕಛೇರಿ, ಶಾಲಾ ಶಿಕ್ಷಣ ಇಲಾಖೆ (ಪದವಿ ಪೂರ್ವ) ದ.ಕ ಜಿಲ್ಲೆ ಇಲ್ಲಿಗೆ ಕಛೇರಿಯ ಉಪಯೋಗಕ್ಕಾಗಿ (4 wheeler LMV AC Car) 01 ಒಂದು ವಾಹನ ಬಾಡಿಗೆ ಆಧಾರದಲ್ಲಿ ಪಡೆಯಲು ಅರ್ಹ ಏಜೆನ್ಸಿಗಳಿಂದ ಟೆಂಡರ್ ಆಹ್ವಾನಿಸಲಾಗಿದೆ. ಕರ್ನಾಟಕ ಸಾರ್ವಜನಿಕ ಸಂಗ್ರಹಣೆಯಲ್ಲಿ ಪಾರದರ್ಶಕತೆ ಅಧಿನಿಯಮ 1999 ನಿಯಮಗಳ ಅನ್ವಯ 2 ಲಕೋಟೆ ಪದ್ಧತಿ (MANUAL TECHNICAL BID & FINANCIAL BID SYSTEM) ಮೂಲಕ ಟೆಂಡರ್ ಸಲ್ಲಿಸಲು ಕೊನೆಯ ದಿನಾಂಕ 02.02.2026 ಎಂದು ನಿಗದಿಪಡಿಸಲಾಗಿದೆ. ಹೆಚ್ಚಿನ ಮಾಹಿತಿಗಾಗಿ ಉಪನಿರ್ದೇಶಕರ ಕಛೇರಿ, ಶಾಲಾ ಶಿಕ್ಷಣ ಇಲಾಖೆ (ಪದವಿ ಪೂರ್ವ) ಸರ್ಕಾರಿ ಬಾಲಕರ ಪದವಿ ಪೂರ್ವ ಕಾಲೇಜು, ಕಾರ್‌ಸ್ಟ್ರೀಟ್, ಮಂಗಳೂರು-575001 ಇಲ್ಲಿ ಸಂಪರ್ಕಿಸಬಹುದು.: [708, 310, 922, 362]
col-sdno: SD. No: [533, 338, 573, 347]
court-table-cell: 1: [475, 347, 506, 356]
col-assess: Assessment: [643, 338, 694, 347]
story2-body: ಕಡಬ ತಾಲೂಕು ಆಲಂಕಾರು ಗ್ರಾಮದ ಶರವೂರು ಶ್ರೀ ದುರ್ಗಾಪರಮೇಶ್ವರೀ ದೇವಾಲಯದ ಬ್ರಹ್ಮಕಲಶೋತ್ಸವದ ಆಮಂತ್ರಣ ಪತ್ರಿಕೆ ಬಿಡುಗಡೆಯು ಶ್ರೀ ಕ್ಷೇತ್ರದಲ್ಲಿ ಬುಧವಾರ ನಡೆಯಿತು. ಕ್ಷೇತ್ರದ ತಂತ್ರಿಗಳು ಆಮಂತ್ರಣ ಪತ್ರಿಕೆ ಬಿಡುಗಡೆಗೊಳಿಸಿ ಮಾತನಾಡಿ, ಮಾರ್ಚ್ ತಿಂಗಳಿನಲ್ಲಿ ನಡೆಯಲಿರುವ ಬ್ರಹ್ಮಕಲಶೋತ್ಸವ ಕಾರ್ಯಕ್ರಮವನ್ನು ಭಕ್ತರೆಲ್ಲರೂ ಸೇರಿ ಯಶಸ್ವಿಗೊಳಿಸಬೇಕು ಎಂದರು. ದೇವಾಲಯದ ಜೀರ್ಣೋದ್ಧಾರ ಕಾರ್ಯವು ಸುಮಾರು ರೂ.20 ಲಕ್ಷ ವೆಚ್ಚದಲ್ಲಿ ನಡೆದಿದ್ದು, ಗ್ರಾಮಸ್ಥರ ಸಹಕಾರದಿಂದ ಪೂರ್ಣಗೊಂಡಿದೆ. ಬ್ರಹ್ಮಕಲಶೋತ್ಸವ ಸಮಿತಿ ಅಧ್ಯಕ್ಷ, ಕಾರ್ಯದರ್ಶಿ, ಪದಾಧಿಕಾರಿಗಳು, ಗ್ರಾಮ ಪಂಚಾಯಿತಿ ಸದಸ್ಯರು ಹಾಗೂ ಭಕ್ತಾದಿಗಳು ಉಪಸ್ಥಿತರಿದ್ದರು. ಸಮಿತಿಯ ಸದಸ್ಯರು ಸ್ವಾಗತಿಸಿ, ವಂದಿಸಿದರು. ಶಿಕ್ಷಕರು ಕಾರ್ಯಕ್ರಮ ನಿರೂಪಿಸಿದರು. ಅಧ್ಯಕ್ಷ ಹಮೀರ್ ಶೆಟ್ಟಿ ಸ್ವಾಗತಿಸಿ, ಸುರೇಶ್ ಜನಾರ್ದನ ವಂದಿಸಿದರು.: [28, 433, 169, 669]
mysore-notice: [470, 800, 698, 1012]
court-table-cell: 1: [533, 347, 573, 356]
mudhol-title: ನಗರಸಭೆ ಕಾರ್ಯಾಲಯ ಮುಧೋಳ ಜಿಲ್ಲಾ : ಬಾಗಲಕೋಟೆ: [139, 1044, 461, 1062]
court-table-cell: 1-28: [573, 365, 602, 374]
section-title: ಪ್ರಾದೇಶಿಕ: [378, 36, 458, 66]
story5-title-3: ಸೂಚನೆ: [28, 1194, 60, 1209]
knnl-sub2: ಕಾರ್ಯಪಾಲಕ ಅಭಿಯಂತರರ ಕಛೇರಿ, ಕೆಐಎನ್‌ಎಲ್, ತುಂಗಾ ಮೇಲ್ದಂಡೆ ಯೋಜನೆ, ವಿಭಾಗ,: [739, 781, 891, 787]
mudhol-table-cell: SUPPLY OF OUTSOURCE LABOURS AND DRIVERS PACKAGE 04: [214, 1194, 328, 1227]
mmc-addr: ಇರ್ವಿನ್ ರಸ್ತೆ, ಮೈಸೂರು-570001. ದೂ: 0821-2520112 (O), 2520003 (Fax): [501, 831, 667, 837]
